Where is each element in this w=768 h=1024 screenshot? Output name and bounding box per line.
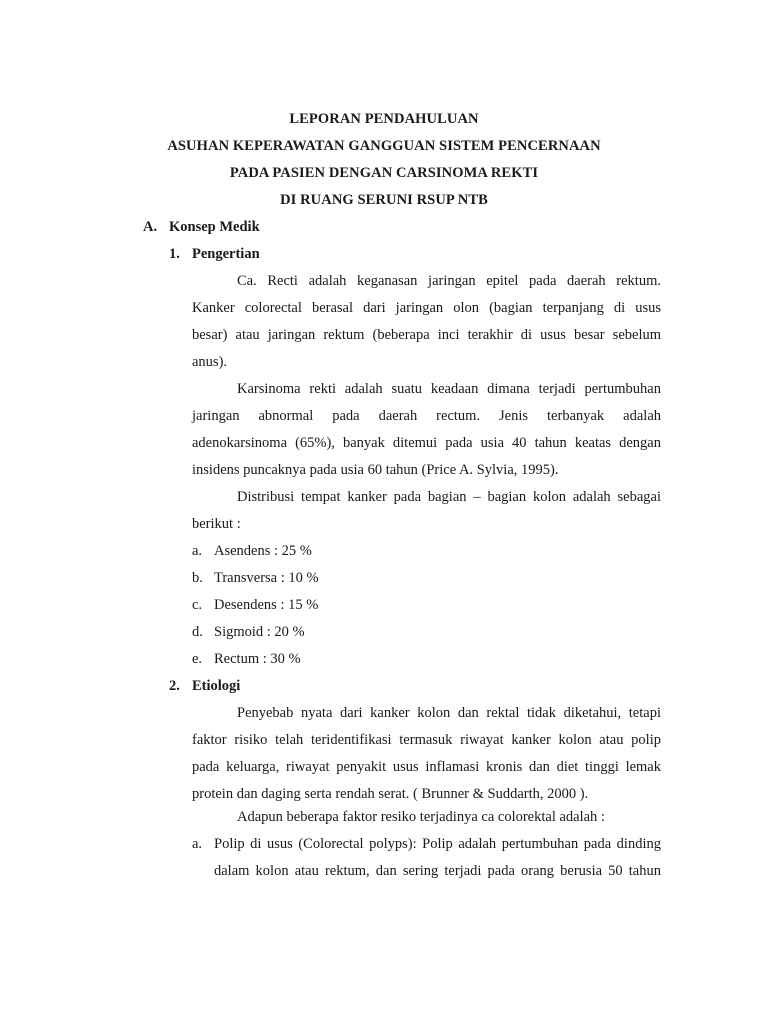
- paragraph-1-line-1: [237, 272, 661, 290]
- paragraph-1-line-4: anus).: [192, 354, 228, 370]
- paragraph-3-line-2: berikut :: [192, 516, 241, 532]
- paragraph-2-line-2: jaringan abnormal pada daerah rectum. Jenis terbanyak adalah: [192, 408, 661, 424]
- title-line-4: DI RUANG SERUNI RSUP NTB: [280, 192, 488, 208]
- list-item-marker: a.: [192, 543, 203, 559]
- list-item: Rectum : 30 %: [214, 651, 301, 667]
- section-a-marker: A.: [143, 219, 158, 235]
- paragraph-2-line-4: insidens puncaknya pada usia 60 tahun (Price A. Sylvia, 1995).: [192, 462, 559, 478]
- paragraph-5: Adapun beberapa faktor resiko terjadinya ca colorektal adalah :: [237, 809, 605, 825]
- list-item-marker: e.: [192, 651, 203, 667]
- paragraph-2-line-3: adenokarsinoma (65%), banyak ditemui pada usia 40 tahun keatas dengan: [192, 435, 661, 451]
- list-item: Desendens : 15 %: [214, 597, 319, 613]
- paragraph-4-line-2: faktor risiko telah teridentifikasi termasuk riwayat kanker kolon atau polip: [192, 732, 661, 748]
- list-item: Sigmoid : 20 %: [214, 624, 305, 640]
- title-line-1: LEPORAN PENDAHULUAN: [289, 111, 479, 127]
- list-item-marker: b.: [192, 570, 203, 586]
- risk-item-line-2: dalam kolon atau rektum, dan sering terjadi pada orang berusia 50 tahun: [214, 863, 661, 879]
- list-item-marker: d.: [192, 624, 203, 640]
- paragraph-2-line-1: Karsinoma rekti adalah suatu keadaan dimana terjadi pertumbuhan: [237, 381, 661, 397]
- paragraph-4-line-1: Penyebab nyata dari kanker kolon dan rektal tidak diketahui, tetapi: [237, 705, 661, 721]
- section-a-heading: Konsep Medik: [169, 219, 260, 235]
- paragraph-4-line-3: pada keluarga, riwayat penyakit usus inflamasi kronis dan diet tinggi lemak: [192, 759, 661, 775]
- risk-item-line-1: Polip di usus (Colorectal polyps): Polip adalah pertumbuhan pada dinding: [214, 836, 661, 852]
- paragraph-1-line-3: besar) atau jaringan rektum (beberapa inci terakhir di usus besar sebelum: [192, 327, 661, 343]
- paragraph-3-line-1: Distribusi tempat kanker pada bagian – bagian kolon adalah sebagai: [237, 489, 661, 505]
- list-item: Asendens : 25 %: [214, 543, 312, 559]
- risk-item-marker: a.: [192, 836, 203, 852]
- title-line-2: ASUHAN KEPERAWATAN GANGGUAN SISTEM PENCERNAAN: [167, 138, 601, 154]
- subsection-2-heading: Etiologi: [192, 678, 241, 694]
- subsection-2-marker: 2.: [169, 678, 180, 694]
- list-item-marker: c.: [192, 597, 203, 613]
- title-line-3: PADA PASIEN DENGAN CARSINOMA REKTI: [229, 165, 539, 181]
- subsection-1-heading: Pengertian: [192, 246, 260, 262]
- list-item: Transversa : 10 %: [214, 570, 319, 586]
- paragraph-1-line-2: Kanker colorectal berasal dari jaringan olon (bagian terpanjang di usus: [192, 300, 661, 316]
- paragraph-1-text: Ca. Recti adalah keganasan jaringan epitel pada daerah rektum.: [237, 273, 661, 289]
- subsection-1-marker: 1.: [169, 246, 180, 262]
- paragraph-4-line-4: protein dan daging serta rendah serat. ( Brunner & Suddarth, 2000 ).: [192, 786, 589, 802]
